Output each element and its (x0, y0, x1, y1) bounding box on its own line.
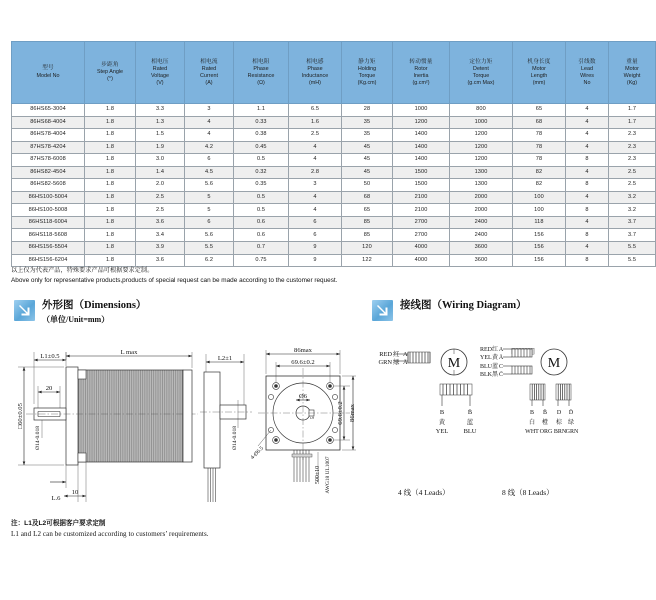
dim-label-body-width: 86max (294, 347, 312, 354)
table-cell: 0.5 (234, 191, 289, 204)
table-cell: 78 (513, 154, 566, 167)
dim-label-wire-spec: AWG18 UL1007 (325, 456, 331, 494)
cell-model: 86HS100-5004 (12, 191, 85, 204)
table-cell: 1.4 (136, 166, 185, 179)
table-cell: 68 (342, 191, 393, 204)
table-cell: 4 (566, 116, 609, 129)
table-cell: 1.8 (85, 129, 136, 142)
dim-label-l2: L2±1 (217, 355, 233, 362)
table-cell: 1500 (393, 179, 450, 192)
table-cell: 68 (513, 116, 566, 129)
section-header-dimensions-text (42, 300, 146, 325)
table-cell: 800 (450, 104, 513, 117)
col-header-lead-wires: 引线数 Lead Wires No (566, 42, 609, 104)
table-cell: 28 (342, 104, 393, 117)
table-cell: 3.6 (136, 254, 185, 267)
table-cell: 1300 (450, 166, 513, 179)
table-row (12, 129, 656, 142)
lead4-left-1-phase: Ā (403, 359, 408, 366)
table-row (12, 154, 656, 167)
table-cell: 1.8 (85, 191, 136, 204)
table-cell: 1500 (393, 166, 450, 179)
table-cell: 4 (566, 104, 609, 117)
dim-label-flange: □60±0.05 (17, 403, 24, 429)
lead4-bottom-1-phase: B̄ (467, 409, 473, 416)
dim-label-shaft-flat: 20 (45, 385, 53, 392)
table-cell: 8 (566, 179, 609, 192)
lead8-bottom-2-cn: 棕 (555, 420, 563, 426)
lead8-left-0-cn: 红 (492, 347, 499, 353)
table-cell: 3.2 (609, 204, 656, 217)
table-cell: 1.8 (85, 166, 136, 179)
table-cell: 1200 (450, 141, 513, 154)
table-cell: 3.7 (609, 229, 656, 242)
table-row (12, 104, 656, 117)
cell-model: 86HS78-4004 (12, 129, 85, 142)
lead4-left-0-cn: 红 (393, 351, 400, 358)
table-cell: 4 (185, 129, 234, 142)
dim-label-l1: L1±0.5 (40, 353, 60, 360)
table-cell: 118 (513, 216, 566, 229)
dim-label-depth: 5 (310, 416, 316, 420)
table-row (12, 254, 656, 267)
lead8-left-2-phase: C (498, 364, 504, 370)
dim-label-shaft-dia-rear: Ø14-0.018 (232, 425, 238, 451)
col-header-motor-length: 机身长度 Motor Length (mm) (513, 42, 566, 104)
dim-label-lmax: L max (120, 349, 138, 356)
table-cell: 2.5 (609, 179, 656, 192)
cell-model: 86HS156-6204 (12, 254, 85, 267)
table-row (12, 229, 656, 242)
table-cell: 1400 (393, 154, 450, 167)
lead4-bottom-1-en: BLU (463, 428, 477, 435)
table-body (12, 104, 656, 267)
wiring-diagram (362, 340, 596, 500)
caption-4-leads: 4 线（4 Leads） (398, 488, 450, 497)
table-cell: 2400 (450, 216, 513, 229)
table-cell: 1400 (393, 129, 450, 142)
section-header-wiring-text (400, 300, 527, 312)
dimension-drawing (8, 342, 358, 522)
lead4-bottom-0-cn: 黄 (438, 419, 446, 426)
table-cell: 0.33 (234, 116, 289, 129)
table-cell: 6 (289, 216, 342, 229)
lead4-bottom-1-cn: 蓝 (466, 419, 474, 426)
lead8-bottom-0-cn: 白 (528, 420, 536, 426)
table-cell: 3.0 (136, 154, 185, 167)
table-cell: 1.8 (85, 254, 136, 267)
table-cell: 1.8 (85, 204, 136, 217)
table-cell: 2400 (450, 229, 513, 242)
table-row (12, 216, 656, 229)
cell-model: 87HS78-4204 (12, 141, 85, 154)
section-subtitle-unit: （单位/Unit=mm） (42, 315, 110, 325)
table-cell: 3.6 (136, 216, 185, 229)
table-cell: 3600 (450, 242, 513, 255)
table-note (11, 267, 591, 285)
table-cell: 4.5 (185, 166, 234, 179)
col-header-model-en: Model No (36, 72, 60, 79)
cell-model: 86HS65-3004 (12, 104, 85, 117)
col-header-phase-inductance: 相电感 Phase Inductance (mH) (289, 42, 342, 104)
table-cell: 6 (185, 216, 234, 229)
table-cell: 3 (289, 179, 342, 192)
lead4-left-1-en: GRN (378, 359, 392, 366)
lead4-left-1-cn: 绿 (393, 359, 400, 366)
table-cell: 4 (289, 204, 342, 217)
dimension-note-en: L1 and L2 can be customized according to customers’ requirements. (11, 529, 209, 538)
table-cell: 1.6 (289, 116, 342, 129)
table-cell: 8 (566, 204, 609, 217)
table-cell: 45 (342, 166, 393, 179)
table-cell: 2.5 (609, 166, 656, 179)
table-cell: 65 (342, 204, 393, 217)
table-header (12, 42, 656, 104)
specifications-table-container (11, 41, 641, 267)
table-cell: 4 (289, 141, 342, 154)
wiring-8-lead-group (480, 345, 579, 435)
cell-model: 86HS82-5608 (12, 179, 85, 192)
table-cell: 1000 (450, 116, 513, 129)
table-note-cn: 以上仅为代表产品，特殊要求产品可根据要求定制。 (11, 267, 154, 274)
dim-label-shaft-dia: Ø14-0.018 (35, 425, 41, 451)
table-cell: 8 (566, 229, 609, 242)
section-header-dimensions (14, 300, 146, 325)
table-cell: 1400 (393, 141, 450, 154)
dim-label-pilot: Ø6 (298, 393, 308, 400)
dim-label-body-height: 86max (349, 404, 356, 422)
table-row (12, 166, 656, 179)
section-header-wiring (372, 300, 527, 321)
dim-label-ten: 10 (71, 489, 79, 496)
table-cell: 1.3 (136, 116, 185, 129)
table-cell: 4 (566, 141, 609, 154)
table-cell: 35 (342, 129, 393, 142)
table-cell: 45 (342, 154, 393, 167)
table-cell: 50 (342, 179, 393, 192)
table-cell: 1.8 (85, 229, 136, 242)
table-cell: 1.8 (85, 141, 136, 154)
table-cell: 156 (513, 242, 566, 255)
table-cell: 6.2 (185, 254, 234, 267)
table-cell: 156 (513, 229, 566, 242)
table-cell: 1.8 (85, 242, 136, 255)
table-cell: 0.6 (234, 229, 289, 242)
col-header-model-cn: 型号 (42, 65, 54, 72)
table-cell: 2000 (450, 191, 513, 204)
lead8-left-0-en: RED (480, 347, 492, 353)
table-cell: 1000 (393, 104, 450, 117)
dim-label-l6: L.6 (51, 495, 61, 502)
table-cell: 82 (513, 166, 566, 179)
table-cell: 1.8 (85, 216, 136, 229)
section-title-wiring: 接线图（Wiring Diagram） (400, 300, 527, 311)
lead4-bottom-0-phase: B (439, 409, 445, 416)
table-cell: 1.9 (136, 141, 185, 154)
table-cell: 4 (566, 166, 609, 179)
table-cell: 6.5 (289, 104, 342, 117)
table-cell: 1.8 (85, 104, 136, 117)
lead4-left-0-phase: A (403, 351, 408, 358)
arrow-down-right-icon (14, 300, 35, 321)
table-cell: 4000 (393, 242, 450, 255)
table-cell: 82 (513, 179, 566, 192)
table-cell: 0.5 (234, 204, 289, 217)
lead8-bottom-3-cn: 绿 (567, 420, 575, 426)
table-cell: 5 (185, 204, 234, 217)
table-cell: 2000 (450, 204, 513, 217)
cell-model: 86HS100-5008 (12, 204, 85, 217)
cell-model: 87HS78-6008 (12, 154, 85, 167)
lead8-left-3-phase: C̄ (498, 372, 504, 378)
table-cell: 65 (513, 104, 566, 117)
lead8-left-2-en: BLU (480, 364, 492, 370)
table-cell: 156 (513, 254, 566, 267)
table-row (12, 141, 656, 154)
table-cell: 1.5 (136, 129, 185, 142)
dim-label-bolt-span-v: 69.6±0.2 (337, 401, 344, 425)
dim-label-lead-len: 500±10 (315, 465, 321, 485)
table-cell: 0.75 (234, 254, 289, 267)
table-cell: 1.1 (234, 104, 289, 117)
lead8-left-1-phase: Ā (498, 355, 504, 361)
table-cell: 1.8 (85, 154, 136, 167)
lead8-left-1-en: YEL (480, 355, 492, 361)
table-cell: 4 (289, 154, 342, 167)
table-cell: 5 (185, 191, 234, 204)
table-cell: 2100 (393, 191, 450, 204)
col-header-step-angle: 步距角 Step Angle (°) (85, 42, 136, 104)
table-cell: 3.7 (609, 216, 656, 229)
lead8-left-0-phase: A (498, 347, 504, 353)
table-cell: 2.5 (136, 204, 185, 217)
table-cell: 2700 (393, 229, 450, 242)
lead4-left-0-en: RED (379, 351, 392, 358)
table-cell: 1.7 (609, 116, 656, 129)
table-cell: 9 (289, 254, 342, 267)
lead8-bottom-3-en: GRN (565, 429, 579, 435)
dimension-note (11, 519, 591, 539)
table-cell: 1200 (450, 129, 513, 142)
table-cell: 4 (566, 242, 609, 255)
table-cell: 2.0 (136, 179, 185, 192)
table-cell: 3.2 (609, 191, 656, 204)
lead8-bottom-1-cn: 橙 (541, 420, 549, 426)
cell-model: 86HS118-6004 (12, 216, 85, 229)
table-cell: 9 (289, 242, 342, 255)
table-cell: 5.6 (185, 229, 234, 242)
lead8-bottom-1-en: ORG (539, 429, 553, 435)
table-cell: 45 (342, 141, 393, 154)
table-cell: 4000 (393, 254, 450, 267)
table-row (12, 191, 656, 204)
wiring-4-lead-group (379, 349, 477, 435)
table-cell: 78 (513, 129, 566, 142)
cell-model: 86HS156-5504 (12, 242, 85, 255)
lead8-bottom-1-phase: B̄ (542, 410, 548, 416)
col-header-phase-resistance: 相电阻 Phase Resistance (Ω) (234, 42, 289, 104)
table-cell: 3.9 (136, 242, 185, 255)
table-cell: 4 (185, 116, 234, 129)
table-cell: 1300 (450, 179, 513, 192)
table-cell: 4 (289, 191, 342, 204)
lead4-bottom-0-en: YEL (435, 428, 449, 435)
lead8-left-3-en: BLK (480, 372, 492, 378)
lead8-bottom-0-en: WHT (525, 429, 539, 435)
col-header-motor-weight: 重量 Motor Weight (Kg) (609, 42, 656, 104)
table-cell: 3600 (450, 254, 513, 267)
table-cell: 6 (289, 229, 342, 242)
table-cell: 3.4 (136, 229, 185, 242)
table-cell: 2.3 (609, 154, 656, 167)
cell-model: 86HS82-4504 (12, 166, 85, 179)
table-row (12, 116, 656, 129)
table-cell: 8 (566, 154, 609, 167)
table-cell: 3.3 (136, 104, 185, 117)
col-header-rated-current: 相电流 Rated Current (A) (185, 42, 234, 104)
dim-label-bolt-span-h: 69.6±0.2 (291, 359, 315, 366)
table-cell: 2100 (393, 204, 450, 217)
table-cell: 5.5 (185, 242, 234, 255)
table-cell: 100 (513, 191, 566, 204)
table-cell: 120 (342, 242, 393, 255)
table-cell: 35 (342, 116, 393, 129)
col-header-holding-torque: 静力矩 Holding Torque (Kg.cm) (342, 42, 393, 104)
cell-model: 86HS68-4004 (12, 116, 85, 129)
table-cell: 6 (185, 154, 234, 167)
lead8-bottom-2-en: BRN (553, 429, 567, 435)
lead8-left-3-cn: 黑 (492, 372, 499, 378)
table-cell: 0.5 (234, 154, 289, 167)
col-header-detent-torque: 定位力矩 Detent Torque (g.cm Max) (450, 42, 513, 104)
motor-symbol-4lead: M (447, 356, 461, 371)
table-cell: 85 (342, 229, 393, 242)
table-row (12, 204, 656, 217)
table-cell: 4.2 (185, 141, 234, 154)
table-cell: 1200 (393, 116, 450, 129)
cell-model: 86HS118-5608 (12, 229, 85, 242)
arrow-down-right-icon (372, 300, 393, 321)
table-cell: 3 (185, 104, 234, 117)
specifications-table (11, 41, 656, 267)
table-cell: 5.6 (185, 179, 234, 192)
col-header-rotor-inertia: 转动惯量 Rotor Inertia (g.cm²) (393, 42, 450, 104)
table-cell: 1200 (450, 154, 513, 167)
table-cell: 4 (566, 129, 609, 142)
table-row (12, 179, 656, 192)
table-row (12, 242, 656, 255)
table-cell: 85 (342, 216, 393, 229)
table-cell: 122 (342, 254, 393, 267)
table-cell: 2.5 (136, 191, 185, 204)
table-cell: 2.5 (289, 129, 342, 142)
table-cell: 1.8 (85, 116, 136, 129)
table-note-en: Above only for representative products,products of special request can be made according to the customer request. (11, 276, 338, 284)
section-title-dimensions: 外形图（Dimensions） (42, 300, 147, 311)
table-cell: 1.8 (85, 179, 136, 192)
dimension-note-cn: 注：L1及L2可根据客户要求定制 (11, 520, 106, 527)
table-cell: 0.35 (234, 179, 289, 192)
table-cell: 2.3 (609, 141, 656, 154)
table-cell: 5.5 (609, 242, 656, 255)
table-cell: 0.38 (234, 129, 289, 142)
table-cell: 4 (566, 216, 609, 229)
table-cell: 0.45 (234, 141, 289, 154)
motor-symbol-8lead: M (547, 356, 561, 371)
table-cell: 5.5 (609, 254, 656, 267)
lead8-bottom-2-phase: D (556, 410, 562, 416)
table-cell: 8 (566, 254, 609, 267)
table-cell: 1.7 (609, 104, 656, 117)
table-cell: 2.8 (289, 166, 342, 179)
lead8-bottom-0-phase: B (529, 410, 535, 416)
table-header-row (12, 42, 656, 104)
col-header-rated-voltage: 相电压 Rated Voltage (V) (136, 42, 185, 104)
caption-8-leads: 8 线（8 Leads） (502, 488, 554, 497)
lead8-left-1-cn: 黄 (492, 355, 499, 361)
table-cell: 2700 (393, 216, 450, 229)
table-cell: 2.3 (609, 129, 656, 142)
table-cell: 78 (513, 141, 566, 154)
table-cell: 100 (513, 204, 566, 217)
table-cell: 0.7 (234, 242, 289, 255)
table-cell: 0.6 (234, 216, 289, 229)
table-cell: 0.32 (234, 166, 289, 179)
table-cell: 4 (566, 191, 609, 204)
dim-label-chamfer: 4-Ø6.5 (249, 445, 265, 461)
col-header-model (12, 42, 85, 104)
lead8-bottom-3-phase: D̄ (568, 410, 574, 416)
lead8-left-2-cn: 蓝 (492, 364, 499, 370)
